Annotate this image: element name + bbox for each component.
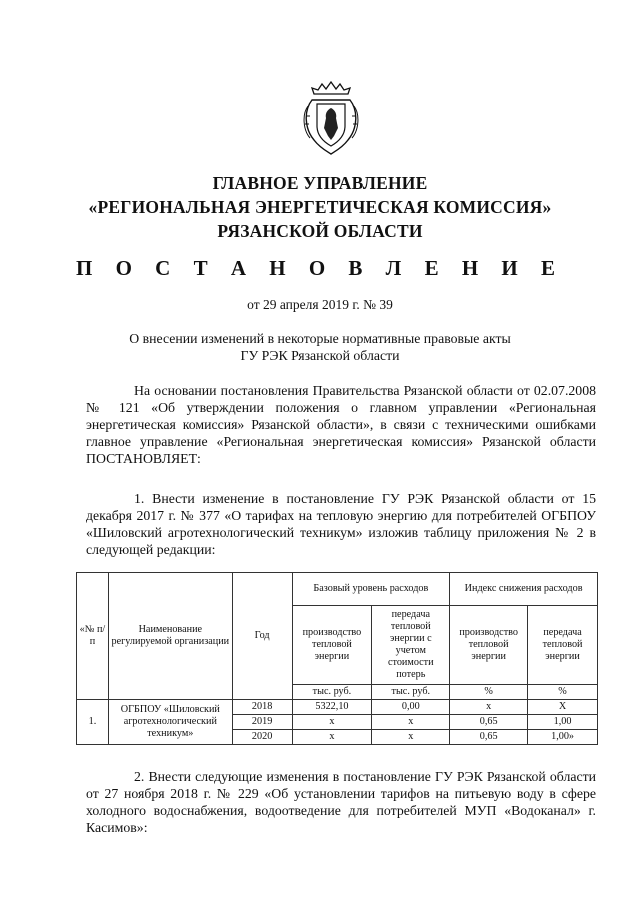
organization-name: ОГБПОУ «Шиловский агротехнологический техникум» bbox=[108, 700, 232, 745]
document-subject bbox=[80, 330, 560, 364]
header-base-level: Базовый уровень расходов bbox=[292, 573, 450, 606]
document-type: П О С Т А Н О В Л Е Н И Е bbox=[75, 256, 564, 280]
unit-cell: % bbox=[528, 685, 598, 700]
header-production: производство тепловой энергии bbox=[292, 606, 372, 685]
document-date: от 29 апреля 2019 г. № 39 bbox=[247, 297, 393, 312]
unit-cell: % bbox=[450, 685, 528, 700]
header-index: Индекс снижения расходов bbox=[450, 573, 598, 606]
value-cell: х bbox=[372, 715, 450, 730]
header-production-2: производство тепловой энергии bbox=[450, 606, 528, 685]
value-cell: х bbox=[372, 730, 450, 745]
value-cell: 0,65 bbox=[450, 715, 528, 730]
header-line-1: ГЛАВНОЕ УПРАВЛЕНИЕ bbox=[212, 173, 428, 193]
preamble-paragraph bbox=[86, 382, 596, 467]
header-year: Год bbox=[232, 573, 292, 700]
value-cell: 5322,10 bbox=[292, 700, 372, 715]
header-number: «№ п/п bbox=[77, 573, 109, 700]
year-cell: 2020 bbox=[232, 730, 292, 745]
item-1-text: 1. Внести изменение в постановление ГУ РЭК Рязанской области от 15 декабря 2017 г. № 377 «О тарифах на тепловую энергию для потребителей ОГБПОУ «Шиловский агротехнологический техникум» изложив таблицу приложения № 2 в следующей редакции: bbox=[86, 491, 596, 557]
year-cell: 2018 bbox=[232, 700, 292, 715]
unit-cell: тыс. руб. bbox=[372, 685, 450, 700]
tariff-table bbox=[76, 572, 598, 745]
header-transmission-loss: передача тепловой энергии с учетом стоимости потерь bbox=[372, 606, 450, 685]
value-cell: 1,00» bbox=[528, 730, 598, 745]
item-2-text: 2. Внести следующие изменения в постановление ГУ РЭК Рязанской области от 27 ноября 2018 г. № 229 «Об установлении тарифов на питьевую воду в сфере холодного водоснабжения, водоотведение для потребителей МУП «Водоканал» г. Касимов»: bbox=[86, 769, 596, 835]
subject-line-2: ГУ РЭК Рязанской области bbox=[240, 348, 400, 363]
unit-cell: тыс. руб. bbox=[292, 685, 372, 700]
header-line-2: «РЕГИОНАЛЬНАЯ ЭНЕРГЕТИЧЕСКАЯ КОМИССИЯ» bbox=[88, 197, 552, 217]
item-1-paragraph bbox=[86, 490, 596, 558]
value-cell: 0,65 bbox=[450, 730, 528, 745]
header-transmission-2: передача тепловой энергии bbox=[528, 606, 598, 685]
table-header-row bbox=[77, 573, 598, 606]
value-cell: х bbox=[292, 715, 372, 730]
item-2-paragraph bbox=[86, 768, 596, 836]
value-cell: х bbox=[450, 700, 528, 715]
header-line-3: РЯЗАНСКОЙ ОБЛАСТИ bbox=[217, 221, 423, 241]
year-cell: 2019 bbox=[232, 715, 292, 730]
row-number: 1. bbox=[77, 700, 109, 745]
header-organization: Наименование регулируемой организации bbox=[108, 573, 232, 700]
value-cell: 0,00 bbox=[372, 700, 450, 715]
value-cell: 1,00 bbox=[528, 715, 598, 730]
value-cell: х bbox=[292, 730, 372, 745]
table-row bbox=[77, 700, 598, 715]
subject-line-1: О внесении изменений в некоторые нормативные правовые акты bbox=[129, 331, 511, 346]
value-cell: X bbox=[528, 700, 598, 715]
coat-of-arms-icon bbox=[300, 80, 362, 156]
preamble-text: На основании постановления Правительства Рязанской области от 02.07.2008 № 121 «Об утверждении положения о главном управлении «Региональная энергетическая комиссия» Рязанской области», в связи с техническими ошибками главное управление «Региональная энергетическая комиссия» Рязанской области ПОСТАНОВЛЯЕТ: bbox=[86, 383, 596, 466]
